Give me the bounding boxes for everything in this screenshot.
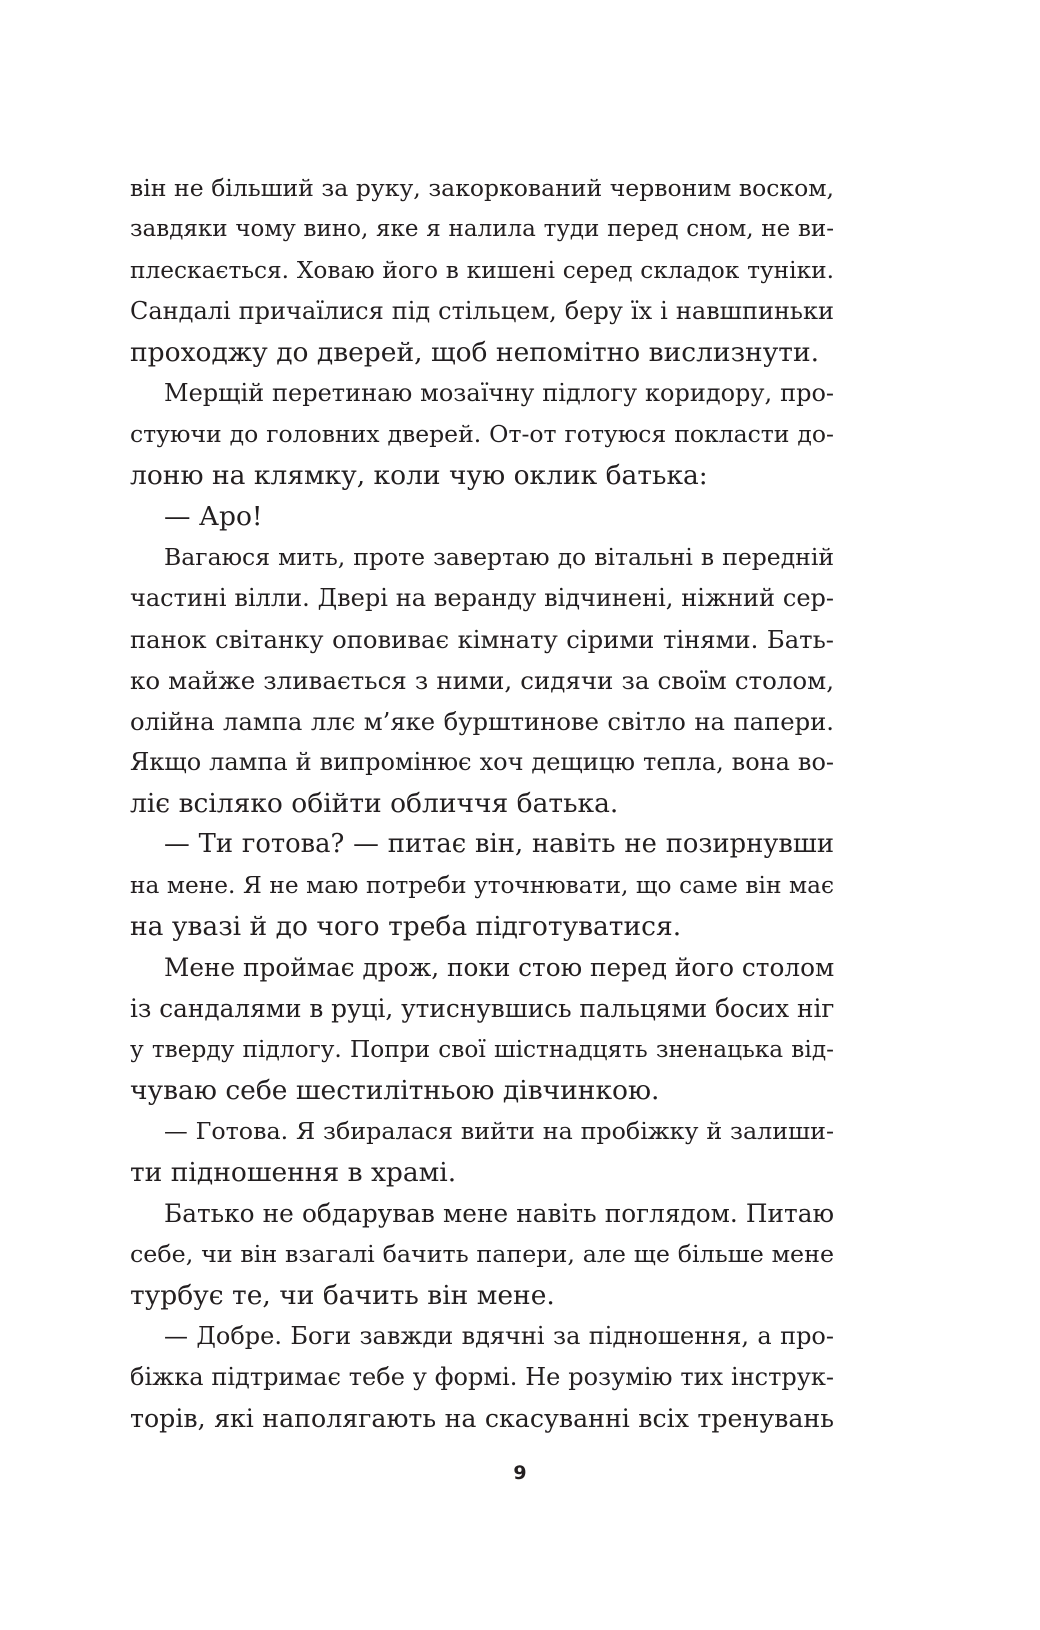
text-line: — Готова. Я збиралася вийти на пробіжку й залиши- <box>164 1117 834 1145</box>
text-line: турбує те, чи бачить він мене. <box>130 1280 555 1311</box>
text-line: ко майже зливається з ними, сидячи за своїм столом, <box>130 666 834 695</box>
text-line: себе, чи він взагалі бачить папери, але ще більше мене <box>130 1240 834 1268</box>
text-line: торів, які наполягають на скасуванні всіх тренувань <box>130 1404 834 1433</box>
text-line: у тверду підлогу. Попри свої шістнадцять зненацька від- <box>130 1036 834 1063</box>
text-line: панок світанку оповиває кімнату сірими тінями. Бать- <box>130 625 834 654</box>
text-line: чуваю себе шестилітньою дівчинкою. <box>130 1075 660 1106</box>
text-line: із сандалями в руці, утиснувшись пальцями босих ніг <box>130 994 834 1023</box>
text-line: проходжу до дверей, щоб непомітно вислизнути. <box>130 337 820 368</box>
text-line: на мене. Я не маю потреби уточнювати, що саме він має <box>130 872 834 899</box>
text-line: олійна лампа ллє м’яке бурштинове світло на папери. <box>130 707 834 736</box>
body-text <box>130 168 834 1439</box>
page-number: 9 <box>513 1462 527 1484</box>
text-line: завдяки чому вино, яке я налила туди перед сном, не ви- <box>130 216 834 242</box>
text-line: — Ти готова? — питає він, навіть не позирнувши <box>164 829 834 859</box>
text-line: Мерщій перетинаю мозаїчну підлогу коридору, про- <box>164 379 834 407</box>
text-line: лоню на клямку, коли чую оклик батька: <box>130 460 708 491</box>
text-line: Якщо лампа й випромінює хоч дещицю тепла, вона во- <box>130 748 834 776</box>
text-line: Батько не обдарував мене навіть поглядом. Питаю <box>164 1199 834 1228</box>
text-line: біжка підтримає тебе у формі. Не розумію тих інструк- <box>130 1363 834 1391</box>
text-line: Сандалі причаїлися під стільцем, беру їх і навшпиньки <box>130 297 834 325</box>
text-line: — Аро! <box>164 501 263 532</box>
text-line: плескається. Ховаю його в кишені серед складок туніки. <box>130 257 834 284</box>
text-line: ліє всіляко обійти обличчя батька. <box>130 788 619 819</box>
text-line: він не більший за руку, закоркований червоним воском, <box>130 174 834 202</box>
text-line: — Добре. Боги завжди вдячні за підношення, а про- <box>164 1322 834 1350</box>
text-line: Вагаюся мить, проте завертаю до вітальні в передній <box>164 543 834 571</box>
text-line: на увазі й до чого треба підготуватися. <box>130 911 682 942</box>
text-line: стуючи до головних дверей. От-от готуюся покласти до- <box>130 420 834 448</box>
text-line: ти підношення в храмі. <box>130 1157 457 1188</box>
text-line: Мене проймає дрож, поки стою перед його столом <box>164 953 834 982</box>
text-line: частині вілли. Двері на веранду відчинені, ніжний сер- <box>130 584 834 612</box>
